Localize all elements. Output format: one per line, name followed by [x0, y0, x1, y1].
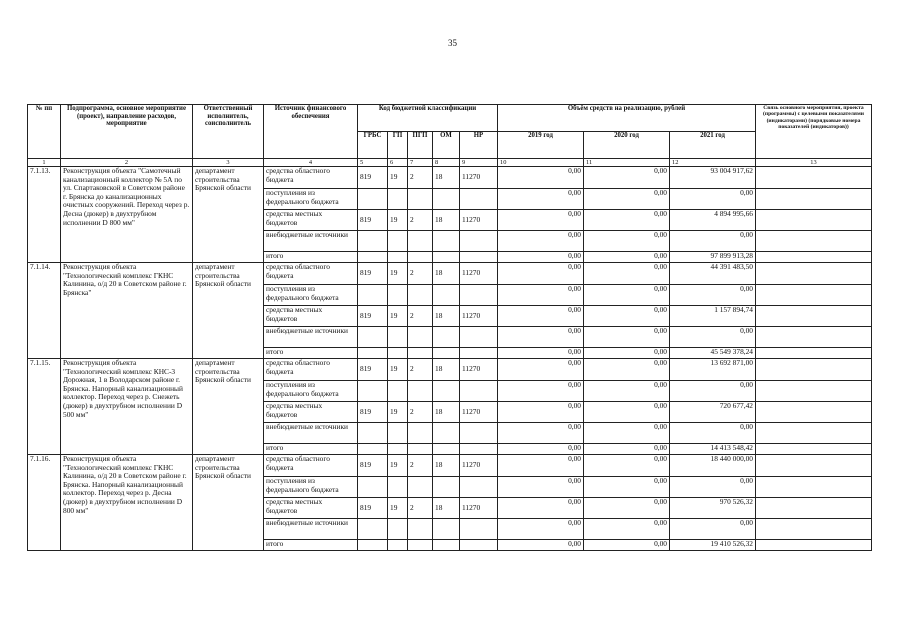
link-cell: [756, 263, 872, 285]
code-pgp: 2: [408, 455, 433, 477]
source-cell: внебюджетные источники: [264, 423, 358, 444]
value-2020: 0,00: [584, 519, 670, 540]
table-body: [28, 167, 872, 551]
value-2021: 0,00: [670, 381, 756, 402]
code-grbs: [358, 252, 388, 263]
value-2020: 0,00: [584, 348, 670, 359]
value-2021: 93 004 917,62: [670, 167, 756, 189]
code-grbs: [358, 231, 388, 252]
code-om: 18: [433, 167, 460, 189]
code-grbs: [358, 327, 388, 348]
code-om: [433, 252, 460, 263]
link-cell: [756, 444, 872, 455]
code-nr: [460, 348, 498, 359]
value-2020: 0,00: [584, 231, 670, 252]
code-nr: 11270: [460, 263, 498, 285]
source-cell: итого: [264, 540, 358, 551]
source-cell: внебюджетные источники: [264, 519, 358, 540]
source-cell: средства местных бюджетов: [264, 402, 358, 423]
code-nr: 11270: [460, 167, 498, 189]
header-program: Подпрограмма, основное мероприятие (проект), направление расходов, мероприятие: [61, 105, 193, 159]
code-pgp: [408, 327, 433, 348]
link-cell: [756, 477, 872, 498]
item-number: 7.1.15.: [28, 359, 61, 455]
code-pgp: [408, 231, 433, 252]
code-om: 18: [433, 455, 460, 477]
value-2021: 0,00: [670, 477, 756, 498]
code-om: 18: [433, 498, 460, 519]
code-nr: [460, 381, 498, 402]
code-pgp: [408, 348, 433, 359]
link-cell: [756, 306, 872, 327]
source-cell: средства местных бюджетов: [264, 306, 358, 327]
header-num: № пп: [28, 105, 61, 159]
header-pgp: ПГП: [408, 132, 433, 159]
code-gp: 19: [388, 359, 408, 381]
code-gp: 19: [388, 263, 408, 285]
item-name: Реконструкция объекта "Технологический комплекс КНС-3 Дорожная, 1 в Володарском районе г. Брянска. Напорный канализационный коллектор. Переход через р. Снежеть (дюкер) в двухтрубном исполнении D 500 мм": [61, 359, 193, 455]
code-om: [433, 327, 460, 348]
code-nr: 11270: [460, 498, 498, 519]
value-2020: 0,00: [584, 189, 670, 210]
link-cell: [756, 402, 872, 423]
code-nr: [460, 423, 498, 444]
link-cell: [756, 252, 872, 263]
source-cell: итого: [264, 348, 358, 359]
budget-table: [27, 104, 872, 551]
item-name: Реконструкция объекта "Технологический комплекс ГКНС Калинина, о/д 20 в Советском районе г. Брянска": [61, 263, 193, 359]
code-om: 18: [433, 210, 460, 231]
code-pgp: [408, 540, 433, 551]
code-pgp: [408, 252, 433, 263]
code-gp: 19: [388, 210, 408, 231]
value-2019: 0,00: [498, 423, 584, 444]
code-pgp: [408, 285, 433, 306]
code-grbs: [358, 540, 388, 551]
code-om: [433, 348, 460, 359]
column-number: 8: [433, 159, 460, 167]
value-2020: 0,00: [584, 167, 670, 189]
value-2021: 97 899 913,28: [670, 252, 756, 263]
code-pgp: [408, 477, 433, 498]
source-cell: итого: [264, 252, 358, 263]
link-cell: [756, 498, 872, 519]
code-nr: 11270: [460, 210, 498, 231]
code-nr: [460, 540, 498, 551]
code-nr: [460, 189, 498, 210]
item-responsible: департамент строительства Брянской области: [193, 167, 264, 263]
value-2019: 0,00: [498, 285, 584, 306]
header-sources: Источник финансового обеспечения: [264, 105, 358, 159]
code-om: [433, 231, 460, 252]
code-gp: [388, 540, 408, 551]
link-cell: [756, 327, 872, 348]
code-grbs: 819: [358, 498, 388, 519]
code-nr: [460, 519, 498, 540]
value-2020: 0,00: [584, 477, 670, 498]
code-om: [433, 423, 460, 444]
column-number: 13: [756, 159, 872, 167]
code-nr: 11270: [460, 455, 498, 477]
column-number: 5: [358, 159, 388, 167]
code-grbs: [358, 477, 388, 498]
link-cell: [756, 285, 872, 306]
column-number: 10: [498, 159, 584, 167]
code-grbs: 819: [358, 306, 388, 327]
value-2019: 0,00: [498, 381, 584, 402]
link-cell: [756, 423, 872, 444]
source-cell: средства местных бюджетов: [264, 210, 358, 231]
link-cell: [756, 381, 872, 402]
value-2021: 970 526,32: [670, 498, 756, 519]
value-2020: 0,00: [584, 381, 670, 402]
code-nr: [460, 285, 498, 306]
code-grbs: 819: [358, 263, 388, 285]
link-cell: [756, 540, 872, 551]
column-number: 6: [388, 159, 408, 167]
code-nr: 11270: [460, 306, 498, 327]
value-2019: 0,00: [498, 231, 584, 252]
code-nr: 11270: [460, 359, 498, 381]
source-cell: средства областного бюджета: [264, 263, 358, 285]
item-name: Реконструкция объекта "Самотечный канализационный коллектор № 5А по ул. Спартаковской в Советском районе г. Брянска до канализационных очистных сооружений. Переход через р. Десна (дюкер) в двухтрубном исполнении D 800 мм": [61, 167, 193, 263]
value-2021: 0,00: [670, 519, 756, 540]
code-gp: [388, 348, 408, 359]
code-gp: [388, 444, 408, 455]
table-row: [28, 263, 872, 285]
link-cell: [756, 348, 872, 359]
value-2020: 0,00: [584, 359, 670, 381]
code-pgp: 2: [408, 402, 433, 423]
value-2021: 4 894 995,66: [670, 210, 756, 231]
value-2021: 19 410 526,32: [670, 540, 756, 551]
header-volume-group: Объём средств на реализацию, рублей: [498, 105, 756, 132]
header-2020: 2020 год: [584, 132, 670, 159]
table-row: [28, 455, 872, 477]
code-grbs: [358, 381, 388, 402]
value-2019: 0,00: [498, 540, 584, 551]
code-pgp: [408, 189, 433, 210]
header-2019: 2019 год: [498, 132, 584, 159]
link-cell: [756, 210, 872, 231]
code-grbs: [358, 348, 388, 359]
code-grbs: 819: [358, 167, 388, 189]
link-cell: [756, 359, 872, 381]
code-gp: [388, 252, 408, 263]
column-number: 1: [28, 159, 61, 167]
code-om: [433, 519, 460, 540]
code-gp: [388, 189, 408, 210]
header-om: ОМ: [433, 132, 460, 159]
value-2020: 0,00: [584, 444, 670, 455]
table-row: [28, 167, 872, 189]
value-2021: 0,00: [670, 231, 756, 252]
value-2019: 0,00: [498, 477, 584, 498]
column-number: 7: [408, 159, 433, 167]
value-2019: 0,00: [498, 263, 584, 285]
item-responsible: департамент строительства Брянской области: [193, 263, 264, 359]
source-cell: итого: [264, 444, 358, 455]
source-cell: средства областного бюджета: [264, 359, 358, 381]
value-2019: 0,00: [498, 167, 584, 189]
value-2021: 0,00: [670, 285, 756, 306]
link-cell: [756, 189, 872, 210]
code-nr: [460, 444, 498, 455]
value-2019: 0,00: [498, 189, 584, 210]
code-gp: [388, 327, 408, 348]
code-gp: 19: [388, 306, 408, 327]
header-nr: НР: [460, 132, 498, 159]
code-om: 18: [433, 306, 460, 327]
code-gp: 19: [388, 455, 408, 477]
header-2021: 2021 год: [670, 132, 756, 159]
value-2020: 0,00: [584, 540, 670, 551]
column-number: 11: [584, 159, 670, 167]
value-2020: 0,00: [584, 498, 670, 519]
value-2020: 0,00: [584, 423, 670, 444]
value-2019: 0,00: [498, 519, 584, 540]
code-om: [433, 285, 460, 306]
header-responsible: Ответственный исполнитель, соисполнитель: [193, 105, 264, 159]
item-number: 7.1.13.: [28, 167, 61, 263]
code-pgp: [408, 381, 433, 402]
code-gp: [388, 477, 408, 498]
link-cell: [756, 231, 872, 252]
source-cell: внебюджетные источники: [264, 327, 358, 348]
link-cell: [756, 455, 872, 477]
code-om: [433, 540, 460, 551]
code-grbs: [358, 519, 388, 540]
value-2019: 0,00: [498, 306, 584, 327]
column-number: 12: [670, 159, 756, 167]
link-cell: [756, 167, 872, 189]
code-om: [433, 444, 460, 455]
value-2019: 0,00: [498, 498, 584, 519]
source-cell: внебюджетные источники: [264, 231, 358, 252]
code-gp: [388, 519, 408, 540]
code-gp: [388, 423, 408, 444]
code-grbs: 819: [358, 210, 388, 231]
code-om: 18: [433, 263, 460, 285]
value-2020: 0,00: [584, 285, 670, 306]
header-grbs: ГРБС: [358, 132, 388, 159]
code-om: [433, 381, 460, 402]
code-grbs: [358, 285, 388, 306]
value-2019: 0,00: [498, 252, 584, 263]
link-cell: [756, 519, 872, 540]
value-2021: 13 692 871,00: [670, 359, 756, 381]
code-nr: [460, 252, 498, 263]
header-link: Связь основного мероприятия, проекта (программы) с целевыми показателями (индикаторами) (порядковые номера показателей (индикаторов)): [756, 105, 872, 159]
code-om: 18: [433, 359, 460, 381]
value-2019: 0,00: [498, 210, 584, 231]
code-grbs: 819: [358, 455, 388, 477]
code-grbs: 819: [358, 402, 388, 423]
code-om: [433, 477, 460, 498]
value-2020: 0,00: [584, 306, 670, 327]
code-pgp: 2: [408, 210, 433, 231]
code-pgp: [408, 519, 433, 540]
code-gp: 19: [388, 498, 408, 519]
source-cell: поступления из федерального бюджета: [264, 381, 358, 402]
value-2021: 45 549 378,24: [670, 348, 756, 359]
source-cell: поступления из федерального бюджета: [264, 285, 358, 306]
code-pgp: 2: [408, 306, 433, 327]
source-cell: средства местных бюджетов: [264, 498, 358, 519]
code-grbs: [358, 444, 388, 455]
source-cell: поступления из федерального бюджета: [264, 189, 358, 210]
code-nr: [460, 327, 498, 348]
code-gp: 19: [388, 402, 408, 423]
code-pgp: [408, 444, 433, 455]
value-2019: 0,00: [498, 348, 584, 359]
page-number: 35: [448, 38, 457, 48]
source-cell: средства областного бюджета: [264, 167, 358, 189]
value-2019: 0,00: [498, 359, 584, 381]
code-nr: [460, 231, 498, 252]
value-2021: 0,00: [670, 189, 756, 210]
code-pgp: 2: [408, 498, 433, 519]
value-2020: 0,00: [584, 210, 670, 231]
column-number: 3: [193, 159, 264, 167]
code-om: [433, 189, 460, 210]
code-pgp: 2: [408, 359, 433, 381]
code-om: 18: [433, 402, 460, 423]
value-2019: 0,00: [498, 455, 584, 477]
item-responsible: департамент строительства Брянской области: [193, 455, 264, 551]
source-cell: поступления из федерального бюджета: [264, 477, 358, 498]
value-2019: 0,00: [498, 444, 584, 455]
value-2020: 0,00: [584, 252, 670, 263]
code-grbs: 819: [358, 359, 388, 381]
code-gp: [388, 231, 408, 252]
value-2020: 0,00: [584, 402, 670, 423]
value-2021: 1 157 894,74: [670, 306, 756, 327]
value-2021: 0,00: [670, 327, 756, 348]
value-2019: 0,00: [498, 402, 584, 423]
item-responsible: департамент строительства Брянской области: [193, 359, 264, 455]
value-2021: 18 440 000,00: [670, 455, 756, 477]
item-number: 7.1.16.: [28, 455, 61, 551]
code-pgp: 2: [408, 263, 433, 285]
value-2020: 0,00: [584, 263, 670, 285]
code-gp: [388, 285, 408, 306]
value-2019: 0,00: [498, 327, 584, 348]
code-nr: [460, 477, 498, 498]
value-2021: 14 413 548,42: [670, 444, 756, 455]
item-name: Реконструкция объекта "Технологический комплекс ГКНС Калинина, о/д 20 в Советском районе г. Брянска. Напорный канализационный коллектор. Переход через р. Десна (дюкер) в двухтрубном исполнении D 800 мм": [61, 455, 193, 551]
value-2020: 0,00: [584, 327, 670, 348]
code-pgp: 2: [408, 167, 433, 189]
item-number: 7.1.14.: [28, 263, 61, 359]
code-pgp: [408, 423, 433, 444]
column-number: 9: [460, 159, 498, 167]
code-nr: 11270: [460, 402, 498, 423]
value-2021: 44 391 483,50: [670, 263, 756, 285]
column-numbers-row: [28, 159, 872, 167]
source-cell: средства областного бюджета: [264, 455, 358, 477]
code-grbs: [358, 423, 388, 444]
code-gp: [388, 381, 408, 402]
column-number: 2: [61, 159, 193, 167]
header-gp: ГП: [388, 132, 408, 159]
column-number: 4: [264, 159, 358, 167]
table-row: [28, 359, 872, 381]
code-gp: 19: [388, 167, 408, 189]
value-2020: 0,00: [584, 455, 670, 477]
header-code-group: Код бюджетной классификации: [358, 105, 498, 132]
code-grbs: [358, 189, 388, 210]
value-2021: 720 677,42: [670, 402, 756, 423]
value-2021: 0,00: [670, 423, 756, 444]
